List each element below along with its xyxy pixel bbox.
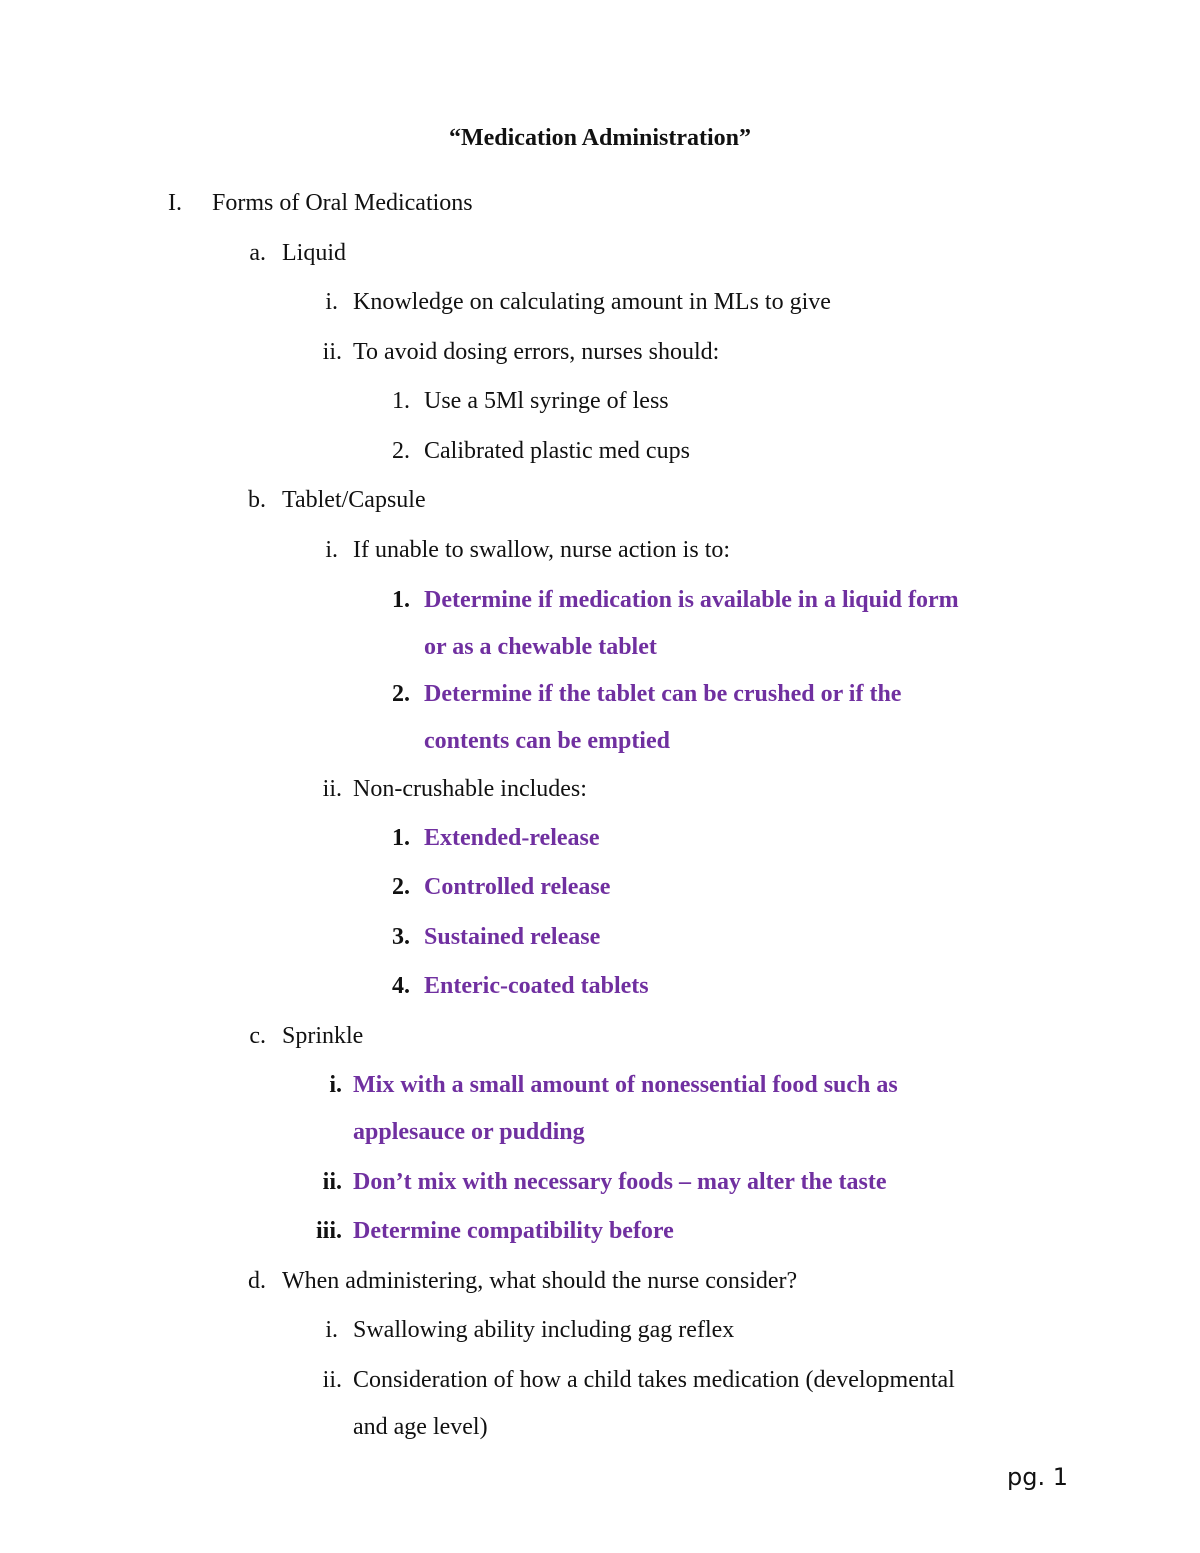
outline-marker: ii. [322,339,342,365]
outline-text: Mix with a small amount of nonessential food such as [353,1072,898,1098]
outline-text: Forms of Oral Medications [212,190,473,216]
page-number: pg. 1 [1007,1463,1068,1491]
outline-text-continuation: applesauce or pudding [353,1119,585,1145]
outline-marker: i. [325,289,338,315]
outline-marker: 2. [392,681,410,707]
outline-text: If unable to swallow, nurse action is to: [353,537,731,563]
outline-marker: 1. [392,587,410,613]
outline-text: Liquid [282,240,346,266]
outline-text: Tablet/Capsule [282,487,426,513]
outline-text: Sustained release [424,924,601,950]
outline-marker: a. [249,240,266,266]
outline-marker: b. [248,487,266,513]
outline-text: Consideration of how a child takes medication (developmental [353,1367,955,1393]
document-title: “Medication Administration” [448,125,751,151]
outline-marker: 1. [392,825,410,851]
outline-marker: I. [168,190,182,216]
outline-text: Determine if medication is available in a liquid form [424,587,959,613]
outline-marker: i. [325,537,338,563]
outline-text: Calibrated plastic med cups [424,438,690,464]
outline-text: Extended-release [424,825,600,851]
outline-text: Don’t mix with necessary foods – may alter the taste [353,1169,887,1195]
outline-marker: 4. [392,973,410,999]
outline-marker: c. [249,1023,266,1049]
outline-text: Non-crushable includes: [353,776,587,802]
outline-marker: ii. [322,1367,342,1393]
outline-text: To avoid dosing errors, nurses should: [353,339,720,365]
outline-text-continuation: or as a chewable tablet [424,634,657,660]
outline-marker: i. [329,1072,342,1098]
outline-text: Knowledge on calculating amount in MLs to give [353,289,831,315]
outline-marker: 3. [392,924,410,950]
outline-text: Swallowing ability including gag reflex [353,1317,735,1343]
outline-marker: 1. [392,388,410,414]
outline-text-continuation: contents can be emptied [424,728,670,754]
outline-marker: 2. [392,438,410,464]
outline-text: Controlled release [424,874,611,900]
outline-marker: 2. [392,874,410,900]
outline-marker: iii. [315,1218,342,1244]
outline-marker: d. [248,1268,266,1294]
outline-text: When administering, what should the nurse consider? [282,1268,798,1294]
outline-text: Sprinkle [282,1023,364,1049]
outline-text: Enteric-coated tablets [424,973,649,999]
outline-text: Use a 5Ml syringe of less [424,388,669,414]
outline-text: Determine compatibility before [353,1218,674,1244]
outline-marker: ii. [322,1169,342,1195]
outline-text-continuation: and age level) [353,1414,488,1440]
outline-text: Determine if the tablet can be crushed or if the [424,681,902,707]
outline-marker: ii. [322,776,342,802]
outline-marker: i. [325,1317,338,1343]
